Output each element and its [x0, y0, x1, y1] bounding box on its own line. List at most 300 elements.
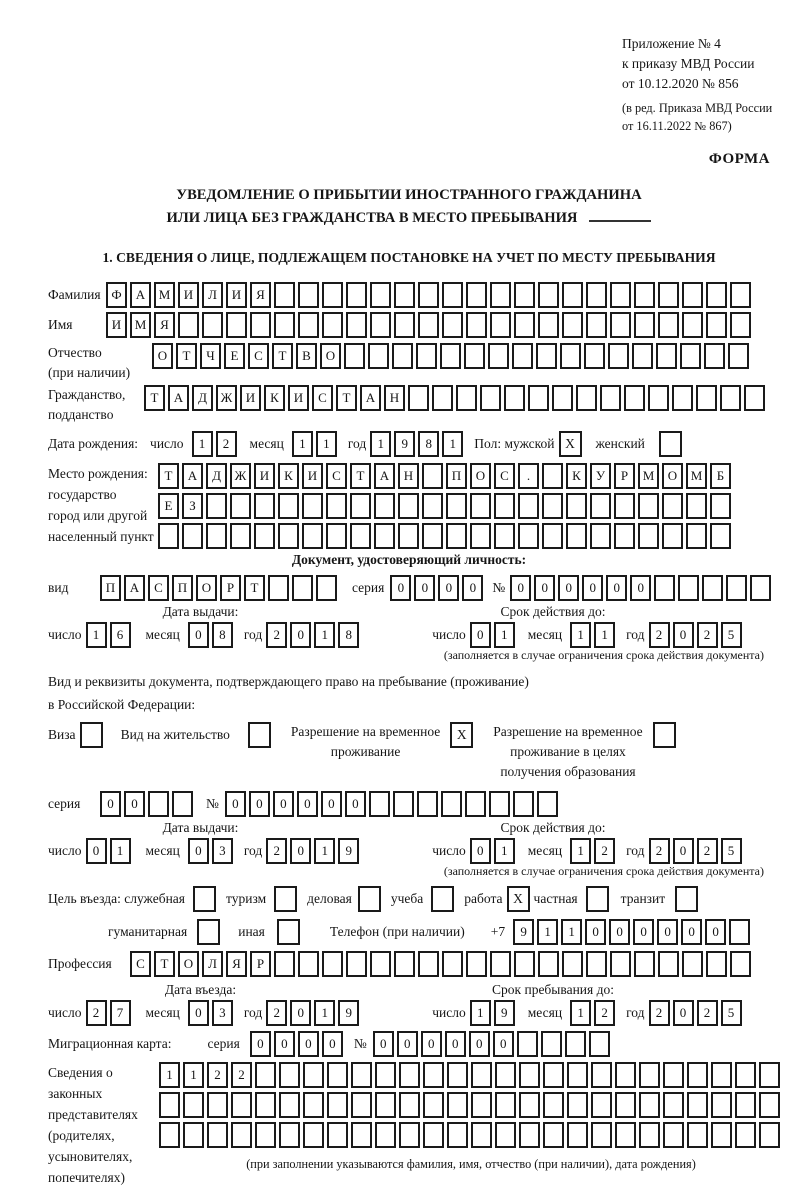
char-box: [183, 1122, 204, 1148]
char-box: [634, 951, 655, 977]
char-box: 0: [322, 1031, 343, 1057]
char-box: 0: [86, 838, 107, 864]
permit-expiry-year-field[interactable]: [649, 838, 745, 864]
stay-until-day-field[interactable]: [470, 1000, 518, 1026]
char-box: [470, 523, 491, 549]
label-line: Отчество: [48, 345, 102, 360]
purpose-private-checkbox[interactable]: [586, 886, 609, 912]
char-box: 1: [292, 431, 313, 457]
purpose-work-checkbox[interactable]: X: [507, 886, 530, 912]
citizenship-label: [48, 385, 140, 425]
char-box: [464, 343, 485, 369]
char-box: [658, 312, 679, 338]
doc-issue-day-field[interactable]: [86, 622, 134, 648]
char-box: С: [326, 463, 347, 489]
field-label: месяц: [527, 843, 563, 858]
char-box: Ж: [216, 385, 237, 411]
residence-doc-type-row: [48, 722, 770, 782]
char-box: 0: [657, 919, 678, 945]
char-box: [590, 493, 611, 519]
temp-residence-label: [291, 722, 440, 762]
char-box: [274, 951, 295, 977]
birth-month-field[interactable]: [292, 431, 340, 457]
char-box: [663, 1062, 684, 1088]
char-box: 0: [470, 838, 491, 864]
char-box: [687, 1092, 708, 1118]
char-box: [327, 1062, 348, 1088]
char-box: [600, 385, 621, 411]
label-line: Сведения о: [48, 1065, 113, 1080]
entry-day-field[interactable]: [86, 1000, 134, 1026]
char-box: 0: [438, 575, 459, 601]
purpose-business-label: деловая: [307, 891, 352, 906]
char-box: [639, 1122, 660, 1148]
char-box: С: [148, 575, 169, 601]
char-box: П: [446, 463, 467, 489]
char-box: [565, 1031, 586, 1057]
purpose-private-label: частная: [533, 891, 578, 906]
patronymic-row: [48, 343, 770, 383]
date-label-right: Срок действия до:: [500, 820, 606, 835]
char-box: Н: [384, 385, 405, 411]
birth-place-line1-field[interactable]: [158, 463, 734, 489]
label-line: подданство: [48, 407, 114, 422]
form-label: ФОРМА: [708, 151, 770, 167]
char-box: [490, 312, 511, 338]
char-box: [586, 312, 607, 338]
permit-expiry-month-field[interactable]: [570, 838, 618, 864]
char-box: 6: [110, 622, 131, 648]
title-blank-line: [589, 208, 651, 222]
purpose-other-checkbox[interactable]: [277, 919, 300, 945]
char-box: 0: [606, 575, 627, 601]
purpose-humanitarian-checkbox[interactable]: [197, 919, 220, 945]
char-box: Ж: [230, 463, 251, 489]
char-box: Т: [158, 463, 179, 489]
birth-place-block-label: [48, 463, 152, 547]
char-box: 0: [390, 575, 411, 601]
stay-until-month-field[interactable]: [570, 1000, 618, 1026]
birth-date-label: Дата рождения:: [48, 436, 139, 451]
char-box: 1: [314, 838, 335, 864]
birth-place-line2-field[interactable]: [158, 493, 734, 519]
char-box: [393, 791, 414, 817]
char-box: [446, 523, 467, 549]
char-box: Р: [614, 463, 635, 489]
char-box: 1: [316, 431, 337, 457]
sex-label: Пол: мужской: [474, 436, 555, 451]
char-box: 0: [630, 575, 651, 601]
temp-residence-checkbox[interactable]: X: [450, 722, 473, 748]
phone-label: Телефон (при наличии): [329, 924, 465, 939]
char-box: [423, 1092, 444, 1118]
char-box: [346, 951, 367, 977]
permit-expiry-note: (заполняется в случае ограничения срока действия документа): [443, 864, 764, 878]
sex-female-checkbox[interactable]: [659, 431, 682, 457]
entry-month-field[interactable]: [188, 1000, 236, 1026]
char-box: [614, 493, 635, 519]
char-box: [370, 312, 391, 338]
char-box: [350, 523, 371, 549]
migration-card-label: Миграционная карта:: [48, 1036, 172, 1051]
legal-representatives-block-note: (при заполнении указываются фамилия, имя, отчество (при наличии), дата рождения): [246, 1157, 696, 1171]
char-box: 0: [510, 575, 531, 601]
char-box: [254, 523, 275, 549]
form-body: [48, 282, 770, 1188]
char-box: [316, 575, 337, 601]
char-box: [302, 493, 323, 519]
char-box: [591, 1122, 612, 1148]
char-box: [416, 343, 437, 369]
char-box: [662, 493, 683, 519]
char-box: [495, 1092, 516, 1118]
field-label: №: [353, 1036, 367, 1051]
char-box: [528, 385, 549, 411]
char-box: [654, 575, 675, 601]
purpose-transit-checkbox[interactable]: [675, 886, 698, 912]
char-box: 7: [110, 1000, 131, 1026]
char-box: 0: [290, 838, 311, 864]
sex-male-checkbox[interactable]: X: [559, 431, 582, 457]
char-box: 8: [212, 622, 233, 648]
char-box: 0: [250, 1031, 271, 1057]
given-name-field[interactable]: [106, 312, 754, 338]
char-box: [562, 951, 583, 977]
char-box: [480, 385, 501, 411]
char-box: 0: [397, 1031, 418, 1057]
char-box: [471, 1092, 492, 1118]
char-box: [658, 282, 679, 308]
purpose-official-label: Цель въезда: служебная: [48, 891, 185, 906]
char-box: .: [518, 463, 539, 489]
char-box: [624, 385, 645, 411]
char-box: 2: [207, 1062, 228, 1088]
char-box: [442, 312, 463, 338]
field-label: год: [243, 627, 263, 642]
char-box: 1: [494, 838, 515, 864]
char-box: [696, 385, 717, 411]
visit-purpose-row: [48, 886, 770, 912]
phone-field[interactable]: [513, 919, 753, 945]
patronymic-label: [48, 343, 148, 383]
doc-series-field[interactable]: [390, 575, 486, 601]
char-box: [206, 493, 227, 519]
char-box: [202, 312, 223, 338]
char-box: 0: [493, 1031, 514, 1057]
date-label-right: Срок пребывания до:: [492, 982, 614, 997]
char-box: [586, 951, 607, 977]
header-line-3: от 10.12.2020 № 856: [622, 76, 739, 91]
field-label: месяц: [249, 436, 284, 451]
purpose-humanitarian-label: гуманитарная: [108, 924, 188, 939]
char-box: [278, 523, 299, 549]
title-line-2: ИЛИ ЛИЦА БЕЗ ГРАЖДАНСТВА В МЕСТО ПРЕБЫВАНИЯ: [166, 210, 578, 226]
char-box: [610, 282, 631, 308]
doc-expiry-month-field[interactable]: [570, 622, 618, 648]
char-box: [422, 523, 443, 549]
citizenship-field[interactable]: [144, 385, 768, 411]
char-box: [744, 385, 765, 411]
char-box: [274, 312, 295, 338]
char-box: [456, 385, 477, 411]
char-box: А: [168, 385, 189, 411]
char-box: [710, 523, 731, 549]
permit-issue-month-field[interactable]: [188, 838, 236, 864]
char-box: [590, 523, 611, 549]
char-box: [658, 951, 679, 977]
char-box: [298, 312, 319, 338]
patronymic-field[interactable]: [152, 343, 752, 369]
doc-issue-year-field[interactable]: [266, 622, 362, 648]
char-box: 0: [673, 1000, 694, 1026]
char-box: 3: [212, 838, 233, 864]
char-box: [158, 523, 179, 549]
permit-series-field[interactable]: [100, 791, 196, 817]
legal-rep-line1-field[interactable]: [159, 1062, 783, 1088]
char-box: [351, 1092, 372, 1118]
char-box: Е: [158, 493, 179, 519]
char-box: 0: [124, 791, 145, 817]
birth-day-field[interactable]: [192, 431, 240, 457]
char-box: [268, 575, 289, 601]
birth-place-line3-field[interactable]: [158, 523, 734, 549]
char-box: М: [154, 282, 175, 308]
doc-expiry-year-field[interactable]: [649, 622, 745, 648]
char-box: [399, 1062, 420, 1088]
purpose-tourism-checkbox[interactable]: [274, 886, 297, 912]
char-box: 0: [273, 791, 294, 817]
char-box: 2: [594, 1000, 615, 1026]
char-box: [519, 1122, 540, 1148]
order-reference: [622, 34, 770, 94]
legal-representatives-block-label: [48, 1062, 153, 1188]
migration-card-row: [48, 1031, 770, 1057]
field-label: год: [347, 436, 367, 451]
char-box: [250, 312, 271, 338]
doc-type-field[interactable]: [100, 575, 340, 601]
char-box: 0: [681, 919, 702, 945]
char-box: [542, 523, 563, 549]
char-box: 0: [673, 838, 694, 864]
char-box: [327, 1092, 348, 1118]
visa-checkbox[interactable]: [80, 722, 103, 748]
entry-year-field[interactable]: [266, 1000, 362, 1026]
char-box: [584, 343, 605, 369]
char-box: [537, 791, 558, 817]
char-box: [682, 312, 703, 338]
char-box: 0: [188, 622, 209, 648]
char-box: [759, 1122, 780, 1148]
char-box: П: [172, 575, 193, 601]
char-box: [591, 1092, 612, 1118]
char-box: [344, 343, 365, 369]
char-box: [303, 1062, 324, 1088]
char-box: [632, 343, 653, 369]
char-box: [471, 1122, 492, 1148]
char-box: 1: [594, 622, 615, 648]
label-line: законных: [48, 1086, 103, 1101]
field-label: число: [432, 627, 466, 642]
char-box: [490, 951, 511, 977]
doc-issue-month-field[interactable]: [188, 622, 236, 648]
char-box: [392, 343, 413, 369]
char-box: 0: [582, 575, 603, 601]
char-box: [322, 282, 343, 308]
profession-field[interactable]: [130, 951, 754, 977]
given-name-label: Имя: [48, 317, 73, 332]
citizenship-row: [48, 385, 770, 425]
char-box: 1: [370, 431, 391, 457]
char-box: [375, 1122, 396, 1148]
char-box: Б: [710, 463, 731, 489]
char-box: 0: [188, 838, 209, 864]
char-box: [519, 1092, 540, 1118]
paragraph-line: Вид и реквизиты документа, подтверждающего право на пребывание (проживание): [48, 674, 529, 689]
legal-representatives-block: [48, 1062, 770, 1188]
char-box: [375, 1062, 396, 1088]
char-box: И: [226, 282, 247, 308]
char-box: А: [130, 282, 151, 308]
field-label: год: [626, 843, 645, 858]
section1-heading: 1. СВЕДЕНИЯ О ЛИЦЕ, ПОДЛЕЖАЩЕМ ПОСТАНОВКЕ НА УЧЕТ ПО МЕСТУ ПРЕБЫВАНИЯ: [102, 250, 716, 265]
given-name-row: [48, 312, 770, 338]
header-line-1: Приложение № 4: [622, 36, 721, 51]
char-box: [466, 312, 487, 338]
char-box: К: [278, 463, 299, 489]
char-box: 0: [534, 575, 555, 601]
char-box: [465, 791, 486, 817]
char-box: 5: [721, 622, 742, 648]
char-box: Т: [144, 385, 165, 411]
legal-rep-line3-field[interactable]: [159, 1122, 783, 1148]
amendment-line-1: (в ред. Приказа МВД России: [622, 101, 773, 115]
char-box: [552, 385, 573, 411]
profession-label: Профессия: [48, 956, 112, 971]
char-box: [326, 523, 347, 549]
residence-permit-checkbox[interactable]: [248, 722, 271, 748]
surname-field[interactable]: [106, 282, 754, 308]
migration-card-number-field[interactable]: [373, 1031, 613, 1057]
purpose-work-label: работа: [464, 891, 503, 906]
char-box: [408, 385, 429, 411]
char-box: 2: [697, 1000, 718, 1026]
char-box: 1: [470, 1000, 491, 1026]
permit-number-field[interactable]: [225, 791, 561, 817]
purpose-business-checkbox[interactable]: [358, 886, 381, 912]
char-box: 9: [513, 919, 534, 945]
char-box: 0: [290, 1000, 311, 1026]
purpose-study-checkbox[interactable]: [431, 886, 454, 912]
visa-label: Виза: [48, 727, 76, 742]
char-box: 0: [274, 1031, 295, 1057]
char-box: К: [566, 463, 587, 489]
char-box: [513, 791, 534, 817]
title-line-1: УВЕДОМЛЕНИЕ О ПРИБЫТИИ ИНОСТРАННОГО ГРАЖДАНИНА: [176, 187, 642, 203]
char-box: [519, 1062, 540, 1088]
field-label: число: [150, 436, 184, 451]
label-line: Разрешение на временное: [290, 724, 441, 739]
stay-until-year-field[interactable]: [649, 1000, 745, 1026]
char-box: [720, 385, 741, 411]
char-box: 1: [570, 838, 591, 864]
field-label: месяц: [145, 627, 180, 642]
char-box: 0: [414, 575, 435, 601]
char-box: О: [662, 463, 683, 489]
purpose-official-checkbox[interactable]: [193, 886, 216, 912]
char-box: [159, 1122, 180, 1148]
char-box: [394, 282, 415, 308]
date-label-right: Срок действия до:: [500, 604, 606, 619]
char-box: [206, 523, 227, 549]
char-box: Ч: [200, 343, 221, 369]
char-box: [663, 1122, 684, 1148]
char-box: [495, 1062, 516, 1088]
char-box: Л: [202, 282, 223, 308]
char-box: [729, 919, 750, 945]
char-box: [704, 343, 725, 369]
char-box: 3: [212, 1000, 233, 1026]
char-box: 9: [338, 1000, 359, 1026]
permit-issue-year-field[interactable]: [266, 838, 362, 864]
permit-expiry-day-field[interactable]: [470, 838, 518, 864]
char-box: [680, 343, 701, 369]
char-box: [399, 1092, 420, 1118]
char-box: [207, 1122, 228, 1148]
char-box: [686, 523, 707, 549]
char-box: [610, 312, 631, 338]
temp-residence-edu-checkbox[interactable]: [653, 722, 676, 748]
permit-series-label: серия: [48, 796, 81, 811]
char-box: [255, 1122, 276, 1148]
doc-number-field[interactable]: [510, 575, 774, 601]
char-box: [255, 1062, 276, 1088]
amendment-line-2: от 16.11.2022 № 867): [622, 119, 732, 133]
residence-doc-para: [48, 670, 770, 716]
char-box: [375, 1092, 396, 1118]
char-box: К: [264, 385, 285, 411]
migration-card-series-field[interactable]: [250, 1031, 346, 1057]
char-box: 2: [266, 622, 287, 648]
char-box: [148, 791, 169, 817]
char-box: [615, 1092, 636, 1118]
char-box: [226, 312, 247, 338]
char-box: 0: [298, 1031, 319, 1057]
char-box: [471, 1062, 492, 1088]
char-box: О: [152, 343, 173, 369]
char-box: [418, 282, 439, 308]
char-box: Ф: [106, 282, 127, 308]
field-label: число: [432, 843, 466, 858]
char-box: [422, 463, 443, 489]
char-box: [639, 1092, 660, 1118]
char-box: Т: [244, 575, 265, 601]
char-box: 0: [321, 791, 342, 817]
char-box: Н: [398, 463, 419, 489]
doc-expiry-day-field[interactable]: [470, 622, 518, 648]
char-box: О: [178, 951, 199, 977]
char-box: [322, 951, 343, 977]
char-box: [663, 1092, 684, 1118]
char-box: [566, 523, 587, 549]
char-box: [682, 951, 703, 977]
legal-rep-line2-field[interactable]: [159, 1092, 783, 1118]
label-line: получения образования: [500, 764, 636, 779]
char-box: [446, 493, 467, 519]
char-box: [706, 951, 727, 977]
char-box: М: [130, 312, 151, 338]
birth-year-field[interactable]: [370, 431, 466, 457]
permit-issue-day-field[interactable]: [86, 838, 134, 864]
